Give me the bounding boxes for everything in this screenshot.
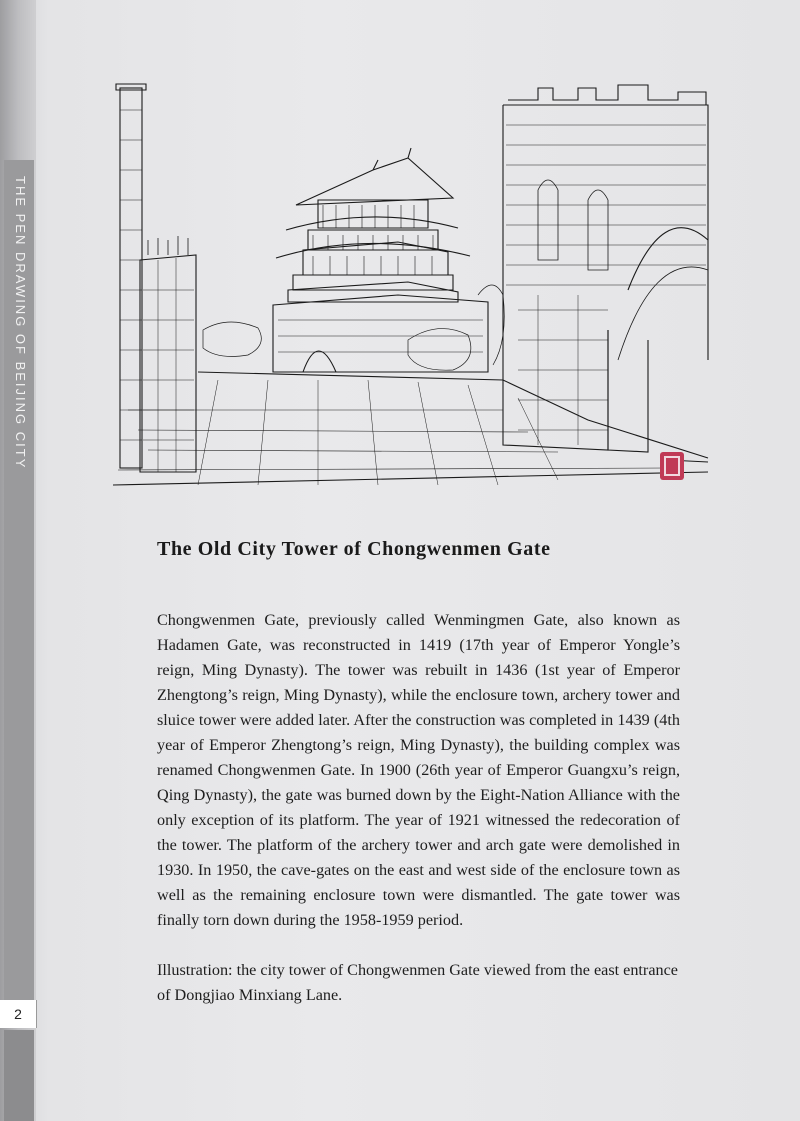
page-number: 2 <box>0 1000 37 1028</box>
running-head-text: THE PEN DRAWING OF BEIJING CITY <box>13 176 28 470</box>
body-paragraph: Chongwenmen Gate, previously called Wenmingmen Gate, also known as Hadamen Gate, was reconstructed in 1419 (17th year of Emperor Yongle’s reign, Ming Dynasty). The tower was rebuilt in 1436 (1st year of Emperor Zhengtong’s reign, Ming Dynasty), while the enclosure town, archery tower and sluice tower were added later. After the construction was completed in 1439 (4th year of Emperor Zhengtong’s reign, Ming Dynasty), the building complex was renamed Chongwenmen Gate. In 1900 (26th year of Emperor Guangxu’s reign, Qing Dynasty), the gate was burned down by the Eight-Nation Alliance with the only exception of its platform. The year of 1921 witnessed the redecoration of the tower. The platform of the archery tower and arch gate were demolished in 1930. In 1950, the cave-gates on the east and west side of the enclosure town as well as the remaining enclosure town were dismantled. The gate tower was finally torn down during the 1958-1959 period. <box>157 611 680 929</box>
article-body <box>157 608 680 933</box>
red-seal-stamp <box>660 452 684 480</box>
gate-illustration <box>108 80 713 490</box>
side-strip-bottom <box>4 1030 34 1121</box>
illustration-caption: Illustration: the city tower of Chongwenmen Gate viewed from the east entrance of Dongjiao Minxiang Lane. <box>157 961 678 1004</box>
article-title: The Old City Tower of Chongwenmen Gate <box>157 538 551 560</box>
running-head <box>8 176 32 576</box>
